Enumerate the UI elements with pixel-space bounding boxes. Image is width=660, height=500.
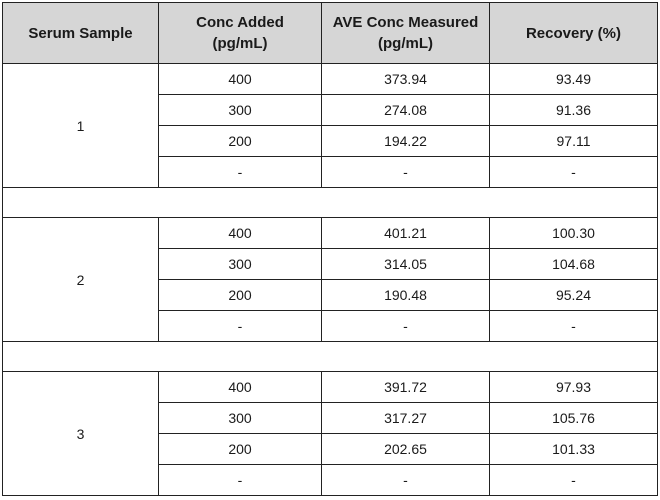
recovery-cell: 95.24 [490, 280, 658, 311]
conc-added-cell: 300 [159, 249, 322, 280]
recovery-cell: 91.36 [490, 95, 658, 126]
recovery-cell: 97.93 [490, 372, 658, 403]
ave-conc-measured-cell: - [322, 311, 490, 342]
conc-added-cell: 200 [159, 280, 322, 311]
header-row [3, 3, 658, 64]
group-separator-row [3, 342, 658, 372]
ave-conc-measured-cell: 274.08 [322, 95, 490, 126]
header-serum-sample [3, 3, 159, 64]
header-ave-conc-measured [322, 3, 490, 64]
ave-conc-measured-cell: 391.72 [322, 372, 490, 403]
recovery-table [2, 2, 658, 496]
ave-conc-measured-cell: - [322, 465, 490, 496]
ave-conc-measured-cell: 190.48 [322, 280, 490, 311]
conc-added-cell: 300 [159, 403, 322, 434]
header-label: Conc Added [196, 14, 284, 31]
group-separator-row [3, 188, 658, 218]
ave-conc-measured-cell: 373.94 [322, 64, 490, 95]
ave-conc-measured-cell: 202.65 [322, 434, 490, 465]
table-header [3, 3, 658, 64]
serum-sample-cell: 1 [3, 64, 159, 188]
ave-conc-measured-cell: 317.27 [322, 403, 490, 434]
recovery-cell: - [490, 157, 658, 188]
serum-sample-cell: 3 [3, 372, 159, 496]
table-row [3, 218, 658, 249]
recovery-cell: 104.68 [490, 249, 658, 280]
serum-sample-cell: 2 [3, 218, 159, 342]
conc-added-cell: - [159, 157, 322, 188]
ave-conc-measured-cell: 401.21 [322, 218, 490, 249]
ave-conc-measured-cell: - [322, 157, 490, 188]
header-recovery [490, 3, 658, 64]
conc-added-cell: 300 [159, 95, 322, 126]
table-row [3, 64, 658, 95]
conc-added-cell: 400 [159, 64, 322, 95]
recovery-cell: 93.49 [490, 64, 658, 95]
conc-added-cell: - [159, 311, 322, 342]
recovery-cell: 97.11 [490, 126, 658, 157]
recovery-cell: - [490, 465, 658, 496]
ave-conc-measured-cell: 314.05 [322, 249, 490, 280]
header-label: Serum Sample [28, 24, 133, 42]
recovery-cell: 101.33 [490, 434, 658, 465]
recovery-cell: 105.76 [490, 403, 658, 434]
recovery-cell: - [490, 311, 658, 342]
header-conc-added [159, 3, 322, 64]
table-body [3, 64, 658, 496]
conc-added-cell: - [159, 465, 322, 496]
header-label: Recovery (%) [525, 24, 622, 42]
header-label: AVE Conc Measured [332, 14, 479, 31]
recovery-cell: 100.30 [490, 218, 658, 249]
header-unit: (pg/mL) [378, 35, 433, 52]
table-row [3, 372, 658, 403]
ave-conc-measured-cell: 194.22 [322, 126, 490, 157]
conc-added-cell: 200 [159, 126, 322, 157]
group-separator-cell [3, 342, 658, 372]
conc-added-cell: 200 [159, 434, 322, 465]
header-unit: (pg/mL) [212, 35, 268, 52]
conc-added-cell: 400 [159, 372, 322, 403]
conc-added-cell: 400 [159, 218, 322, 249]
group-separator-cell [3, 188, 658, 218]
